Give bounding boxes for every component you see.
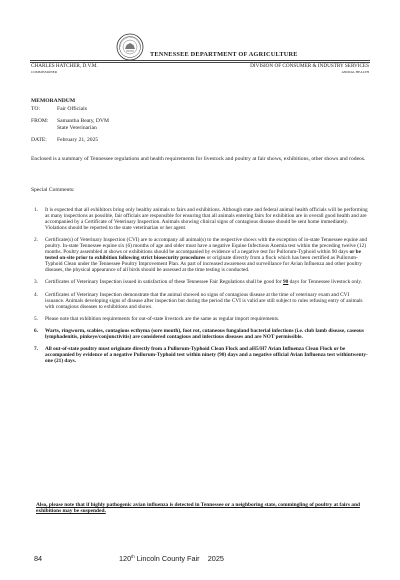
division-block xyxy=(250,64,369,75)
memo-from-name: Samantha Beaty, DVM xyxy=(57,117,109,124)
fair-year: 2025 xyxy=(207,554,224,563)
list-item: 4. Certificates of Veterinary Inspection demonstrate that the animal showed no signs of contagious disease at the time of veterinary exam and CVI issuance. Animals developing signs of disease after inspection but during the period the CVI is valid are still subject to rules refusing entry of animals with contagious diseases to exhibitions and shows. xyxy=(34,291,363,310)
memo-from-title-row xyxy=(31,125,371,132)
header-rule xyxy=(30,60,370,61)
division-name: DIVISION OF CONSUMER & INDUSTRY SERVICES xyxy=(250,63,369,69)
memo-date-row xyxy=(31,137,371,144)
department-title: TENNESSEE DEPARTMENT OF AGRICULTURE xyxy=(150,51,298,58)
list-item: 2. Certificate(s) of Veterinary Inspection (CVI) are to accompany all animal(s) to the respective shows with the exception of in-state Tennessee equine and poultry. In-state Tennessee equine six (6) months of age and older must have a negative Equine Infectious Anemia test within the preceding twelve (12) months. Poultry assembled at shows or exhibitions should be accompanied by evidence of a negative test for Pullorum-Typhoid within 90 days or be tested on-site prior to exhibition following strict biosecurity procedures or originate directly from a flock which has been certified as Pullorum-Typhoid Clean under the Tennessee Poultry Improvement Plan. As part of increased awareness and surveillance for Avian Influenza and other poultry diseases, the physical appearance of all birds should be assessed at the time testing is conducted. xyxy=(34,237,367,274)
avian-influenza-notice: Also, please note that if highly pathogenic avian influenza is detected in Tennessee or a neighboring state, commingling of poultry at fairs and exhibitions may be suspended. xyxy=(36,502,360,515)
memo-date-value: February 21, 2025 xyxy=(57,136,99,143)
memo-header xyxy=(31,98,371,144)
list-item: 3. Certificates of Veterinary Inspection issued in satisfaction of these Tennessee Fair Regulations shall be good for 90 days for Tennessee livestock only. xyxy=(34,279,362,286)
requirements-list xyxy=(34,207,369,364)
commissioner-name: CHARLES HATCHER, D.V.M. xyxy=(31,63,98,69)
memo-to-label: TO: xyxy=(31,105,40,112)
memo-from-title: State Veterinarian xyxy=(57,124,97,131)
validity-days: 90 xyxy=(283,279,289,286)
memo-from-label: FROM: xyxy=(31,117,49,124)
list-item: 7. All out-of-state poultry must originate directly from a Pullorum-Typhoid Clean Flock and aH5/H7 Avian Influenza Clean Flock or be accompanied by evidence of a negative Pullorum-Typhoid test within ninety (90) days and a negative official Avian Influenza test withintwenty-one (21) days. xyxy=(34,345,368,364)
state-seal-icon xyxy=(116,33,144,61)
division-subtitle: ANIMAL HEALTH xyxy=(341,69,369,74)
memo-date-label: DATE: xyxy=(31,136,47,143)
commissioner-block xyxy=(31,64,98,75)
special-comments-heading: Special Comments: xyxy=(31,187,75,193)
biosecurity-emphasis: or be tested on-site prior to exhibition following strict biosecurity procedures xyxy=(45,249,361,262)
list-item: 6. Warts, ringworm, scabies, contagious ecthyma (sore mouth), foot rot, cutaneous fungaland bacterial infections (i.e. club lamb disease, caseous lymphadenitis, pinkeye/conjunctivitis) are considered contagious and infectious diseases and are NOT permissible. xyxy=(34,327,364,340)
commissioner-title: COMMISSIONER xyxy=(31,69,57,74)
page-number: 84 xyxy=(34,554,43,563)
memo-to-value: Fair Officials xyxy=(57,105,87,112)
memo-title: MEMORANDUM xyxy=(31,98,76,104)
intro-paragraph: Enclosed is a summary of Tennessee regulations and health requirements for livestock and poultry at fair shows, exhibitions, other shows and rodeos. xyxy=(31,156,366,162)
fair-title: 120th Lincoln County Fair 2025 xyxy=(119,554,224,563)
list-item: 1. It is expected that all exhibitors bring only healthy animals to fairs and exhibitions. Although state and federal animal health officials will be performing as many inspections as possible, fair officials are responsible for ensuring that all animals entering fairs for exhibition are in overall good health and are accompanied by a Certificate of Veterinary Inspection. Animals showing clinical signs of contagious disease should be sent home immediately. Violations should be reported to the state veterinarian or her agent. xyxy=(34,207,368,232)
list-item: 5. Please note that exhibition requirements for out-of-state livestock are the same as regular import requirements. xyxy=(34,315,280,322)
memo-to-row xyxy=(31,106,371,113)
memo-from-row xyxy=(31,118,371,125)
